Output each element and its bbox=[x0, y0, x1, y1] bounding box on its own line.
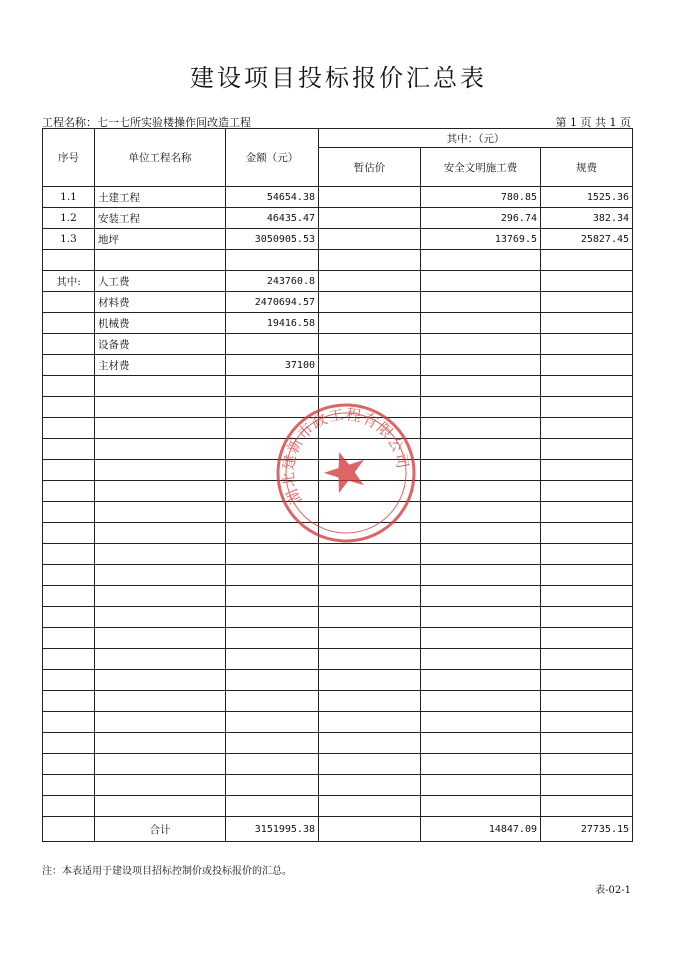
table-row bbox=[43, 355, 633, 376]
total-fees: 27735.15 bbox=[541, 817, 633, 842]
empty-cell bbox=[421, 502, 541, 523]
footnote: 注：本表适用于建设项目招标控制价或投标报价的汇总。 bbox=[42, 866, 292, 877]
empty-cell bbox=[43, 670, 95, 691]
empty-cell bbox=[43, 397, 95, 418]
empty-cell bbox=[421, 775, 541, 796]
total-provisional bbox=[319, 817, 421, 842]
empty-cell bbox=[421, 691, 541, 712]
empty-cell bbox=[541, 565, 633, 586]
row-safety: 13769.5 bbox=[421, 229, 541, 250]
row-amount: 37100 bbox=[226, 355, 319, 376]
empty-cell bbox=[43, 523, 95, 544]
row-unit-name: 主材费 bbox=[95, 355, 226, 376]
empty-cell bbox=[421, 460, 541, 481]
empty-cell bbox=[43, 628, 95, 649]
row-seq: 1.2 bbox=[43, 208, 95, 229]
empty-cell bbox=[226, 691, 319, 712]
header-fees: 规费 bbox=[541, 148, 633, 187]
row-amount: 243760.8 bbox=[226, 271, 319, 292]
empty-cell bbox=[319, 691, 421, 712]
empty-cell bbox=[319, 670, 421, 691]
row-amount: 3050905.53 bbox=[226, 229, 319, 250]
row-safety: 780.85 bbox=[421, 187, 541, 208]
empty-row bbox=[43, 691, 633, 712]
header-of-which: 其中：（元） bbox=[319, 129, 633, 148]
empty-cell bbox=[95, 712, 226, 733]
row-provisional bbox=[319, 313, 421, 334]
empty-cell bbox=[541, 418, 633, 439]
row-safety: 296.74 bbox=[421, 208, 541, 229]
empty-cell bbox=[541, 376, 633, 397]
empty-cell bbox=[95, 544, 226, 565]
empty-cell bbox=[43, 376, 95, 397]
table-row bbox=[43, 313, 633, 334]
empty-cell bbox=[43, 712, 95, 733]
row-provisional bbox=[319, 355, 421, 376]
empty-row bbox=[43, 796, 633, 817]
row-fees: 382.34 bbox=[541, 208, 633, 229]
row-amount: 2470694.57 bbox=[226, 292, 319, 313]
row-seq bbox=[43, 250, 95, 271]
row-safety bbox=[421, 355, 541, 376]
empty-cell bbox=[95, 565, 226, 586]
empty-row bbox=[43, 628, 633, 649]
empty-cell bbox=[319, 628, 421, 649]
empty-cell bbox=[43, 481, 95, 502]
empty-row bbox=[43, 607, 633, 628]
empty-cell bbox=[95, 502, 226, 523]
row-safety bbox=[421, 334, 541, 355]
row-unit-name: 土建工程 bbox=[95, 187, 226, 208]
empty-cell bbox=[95, 670, 226, 691]
empty-cell bbox=[95, 397, 226, 418]
empty-row bbox=[43, 670, 633, 691]
empty-cell bbox=[319, 565, 421, 586]
empty-cell bbox=[226, 607, 319, 628]
row-safety bbox=[421, 271, 541, 292]
header-safety: 安全文明施工费 bbox=[421, 148, 541, 187]
row-fees: 1525.36 bbox=[541, 187, 633, 208]
empty-cell bbox=[95, 523, 226, 544]
total-label: 合计 bbox=[95, 817, 226, 842]
row-seq: 其中: bbox=[43, 271, 95, 292]
row-seq: 1.1 bbox=[43, 187, 95, 208]
empty-cell bbox=[421, 712, 541, 733]
empty-cell bbox=[95, 607, 226, 628]
empty-cell bbox=[43, 754, 95, 775]
empty-row bbox=[43, 376, 633, 397]
row-amount: 46435.47 bbox=[226, 208, 319, 229]
table-row bbox=[43, 208, 633, 229]
empty-row bbox=[43, 754, 633, 775]
empty-cell bbox=[226, 733, 319, 754]
empty-cell bbox=[226, 796, 319, 817]
empty-cell bbox=[226, 712, 319, 733]
empty-cell bbox=[541, 712, 633, 733]
seal-text: 湖北建新市政工程有限公司 bbox=[279, 405, 412, 508]
row-safety bbox=[421, 313, 541, 334]
empty-cell bbox=[421, 754, 541, 775]
empty-cell bbox=[226, 754, 319, 775]
empty-cell bbox=[541, 733, 633, 754]
svg-text:湖北建新市政工程有限公司 bbox=[262, 398, 414, 508]
empty-row bbox=[43, 586, 633, 607]
page-info: 第 1 页 共 1 页 bbox=[555, 116, 631, 129]
empty-cell bbox=[541, 523, 633, 544]
empty-cell bbox=[43, 460, 95, 481]
empty-cell bbox=[421, 523, 541, 544]
empty-cell bbox=[319, 586, 421, 607]
row-unit-name: 地坪 bbox=[95, 229, 226, 250]
empty-cell bbox=[421, 544, 541, 565]
empty-cell bbox=[541, 691, 633, 712]
form-number: 表-02-1 bbox=[595, 885, 631, 896]
empty-cell bbox=[319, 754, 421, 775]
empty-cell bbox=[541, 754, 633, 775]
empty-cell bbox=[541, 628, 633, 649]
row-seq bbox=[43, 292, 95, 313]
empty-cell bbox=[421, 481, 541, 502]
total-safety: 14847.09 bbox=[421, 817, 541, 842]
row-fees bbox=[541, 250, 633, 271]
row-provisional bbox=[319, 334, 421, 355]
row-seq bbox=[43, 334, 95, 355]
empty-cell bbox=[95, 649, 226, 670]
empty-cell bbox=[43, 502, 95, 523]
total-row bbox=[43, 817, 633, 842]
empty-cell bbox=[421, 796, 541, 817]
empty-cell bbox=[319, 712, 421, 733]
row-fees bbox=[541, 271, 633, 292]
header-amount: 金额（元） bbox=[226, 129, 319, 187]
row-provisional bbox=[319, 208, 421, 229]
empty-cell bbox=[421, 670, 541, 691]
empty-cell bbox=[226, 670, 319, 691]
row-unit-name: 人工费 bbox=[95, 271, 226, 292]
empty-cell bbox=[421, 376, 541, 397]
empty-cell bbox=[95, 481, 226, 502]
empty-cell bbox=[541, 502, 633, 523]
empty-cell bbox=[319, 376, 421, 397]
empty-cell bbox=[95, 628, 226, 649]
row-unit-name: 安装工程 bbox=[95, 208, 226, 229]
empty-cell bbox=[319, 796, 421, 817]
header-provisional: 暂估价 bbox=[319, 148, 421, 187]
empty-cell bbox=[95, 691, 226, 712]
table-row bbox=[43, 250, 633, 271]
row-safety bbox=[421, 292, 541, 313]
header-unit-name: 单位工程名称 bbox=[95, 129, 226, 187]
empty-cell bbox=[43, 796, 95, 817]
empty-cell bbox=[541, 649, 633, 670]
empty-cell bbox=[541, 481, 633, 502]
empty-cell bbox=[541, 397, 633, 418]
row-unit-name: 机械费 bbox=[95, 313, 226, 334]
header-seq: 序号 bbox=[43, 129, 95, 187]
empty-cell bbox=[226, 586, 319, 607]
empty-cell bbox=[43, 544, 95, 565]
page-title: 建设项目投标报价汇总表 bbox=[190, 64, 487, 92]
empty-cell bbox=[226, 775, 319, 796]
empty-cell bbox=[421, 733, 541, 754]
row-fees bbox=[541, 292, 633, 313]
empty-cell bbox=[95, 796, 226, 817]
row-fees bbox=[541, 334, 633, 355]
table-row bbox=[43, 229, 633, 250]
empty-row bbox=[43, 733, 633, 754]
row-unit-name bbox=[95, 250, 226, 271]
empty-cell bbox=[95, 460, 226, 481]
row-amount: 54654.38 bbox=[226, 187, 319, 208]
empty-cell bbox=[421, 565, 541, 586]
empty-cell bbox=[95, 418, 226, 439]
empty-cell bbox=[95, 775, 226, 796]
row-seq: 1.3 bbox=[43, 229, 95, 250]
empty-cell bbox=[95, 733, 226, 754]
row-provisional bbox=[319, 229, 421, 250]
empty-row bbox=[43, 565, 633, 586]
row-amount bbox=[226, 250, 319, 271]
empty-cell bbox=[43, 775, 95, 796]
company-seal bbox=[262, 398, 430, 548]
empty-cell bbox=[541, 607, 633, 628]
empty-cell bbox=[541, 586, 633, 607]
row-provisional bbox=[319, 250, 421, 271]
empty-cell bbox=[226, 649, 319, 670]
row-provisional bbox=[319, 271, 421, 292]
empty-cell bbox=[95, 586, 226, 607]
header-row-1 bbox=[43, 129, 633, 148]
row-provisional bbox=[319, 187, 421, 208]
empty-cell bbox=[43, 565, 95, 586]
empty-cell bbox=[95, 376, 226, 397]
empty-cell bbox=[43, 733, 95, 754]
empty-cell bbox=[421, 439, 541, 460]
row-fees bbox=[541, 313, 633, 334]
empty-cell bbox=[421, 628, 541, 649]
row-amount: 19416.58 bbox=[226, 313, 319, 334]
empty-cell bbox=[421, 418, 541, 439]
empty-cell bbox=[541, 796, 633, 817]
empty-cell bbox=[541, 775, 633, 796]
table-row bbox=[43, 334, 633, 355]
empty-cell bbox=[421, 397, 541, 418]
seal-star-icon bbox=[319, 446, 371, 496]
empty-cell bbox=[226, 376, 319, 397]
empty-cell bbox=[421, 607, 541, 628]
empty-cell bbox=[43, 691, 95, 712]
row-fees: 25827.45 bbox=[541, 229, 633, 250]
empty-cell bbox=[319, 775, 421, 796]
table-row bbox=[43, 271, 633, 292]
empty-cell bbox=[43, 607, 95, 628]
table-row bbox=[43, 187, 633, 208]
total-amount: 3151995.38 bbox=[226, 817, 319, 842]
empty-cell bbox=[43, 418, 95, 439]
empty-cell bbox=[541, 544, 633, 565]
row-amount bbox=[226, 334, 319, 355]
empty-cell bbox=[226, 565, 319, 586]
empty-cell bbox=[319, 649, 421, 670]
empty-row bbox=[43, 775, 633, 796]
row-provisional bbox=[319, 292, 421, 313]
empty-cell bbox=[43, 586, 95, 607]
row-safety bbox=[421, 250, 541, 271]
row-unit-name: 设备费 bbox=[95, 334, 226, 355]
empty-cell bbox=[95, 439, 226, 460]
table-row bbox=[43, 292, 633, 313]
empty-cell bbox=[421, 586, 541, 607]
empty-row bbox=[43, 649, 633, 670]
row-fees bbox=[541, 355, 633, 376]
empty-cell bbox=[319, 607, 421, 628]
empty-cell bbox=[95, 754, 226, 775]
empty-cell bbox=[541, 460, 633, 481]
row-seq bbox=[43, 313, 95, 334]
empty-cell bbox=[541, 439, 633, 460]
empty-cell bbox=[43, 649, 95, 670]
row-unit-name: 材料费 bbox=[95, 292, 226, 313]
empty-cell bbox=[541, 670, 633, 691]
empty-cell bbox=[421, 649, 541, 670]
total-seq bbox=[43, 817, 95, 842]
empty-cell bbox=[226, 628, 319, 649]
empty-cell bbox=[319, 733, 421, 754]
row-seq bbox=[43, 355, 95, 376]
project-name: 工程名称：七一七所实验楼操作间改造工程 bbox=[42, 116, 251, 129]
empty-row bbox=[43, 712, 633, 733]
empty-cell bbox=[43, 439, 95, 460]
